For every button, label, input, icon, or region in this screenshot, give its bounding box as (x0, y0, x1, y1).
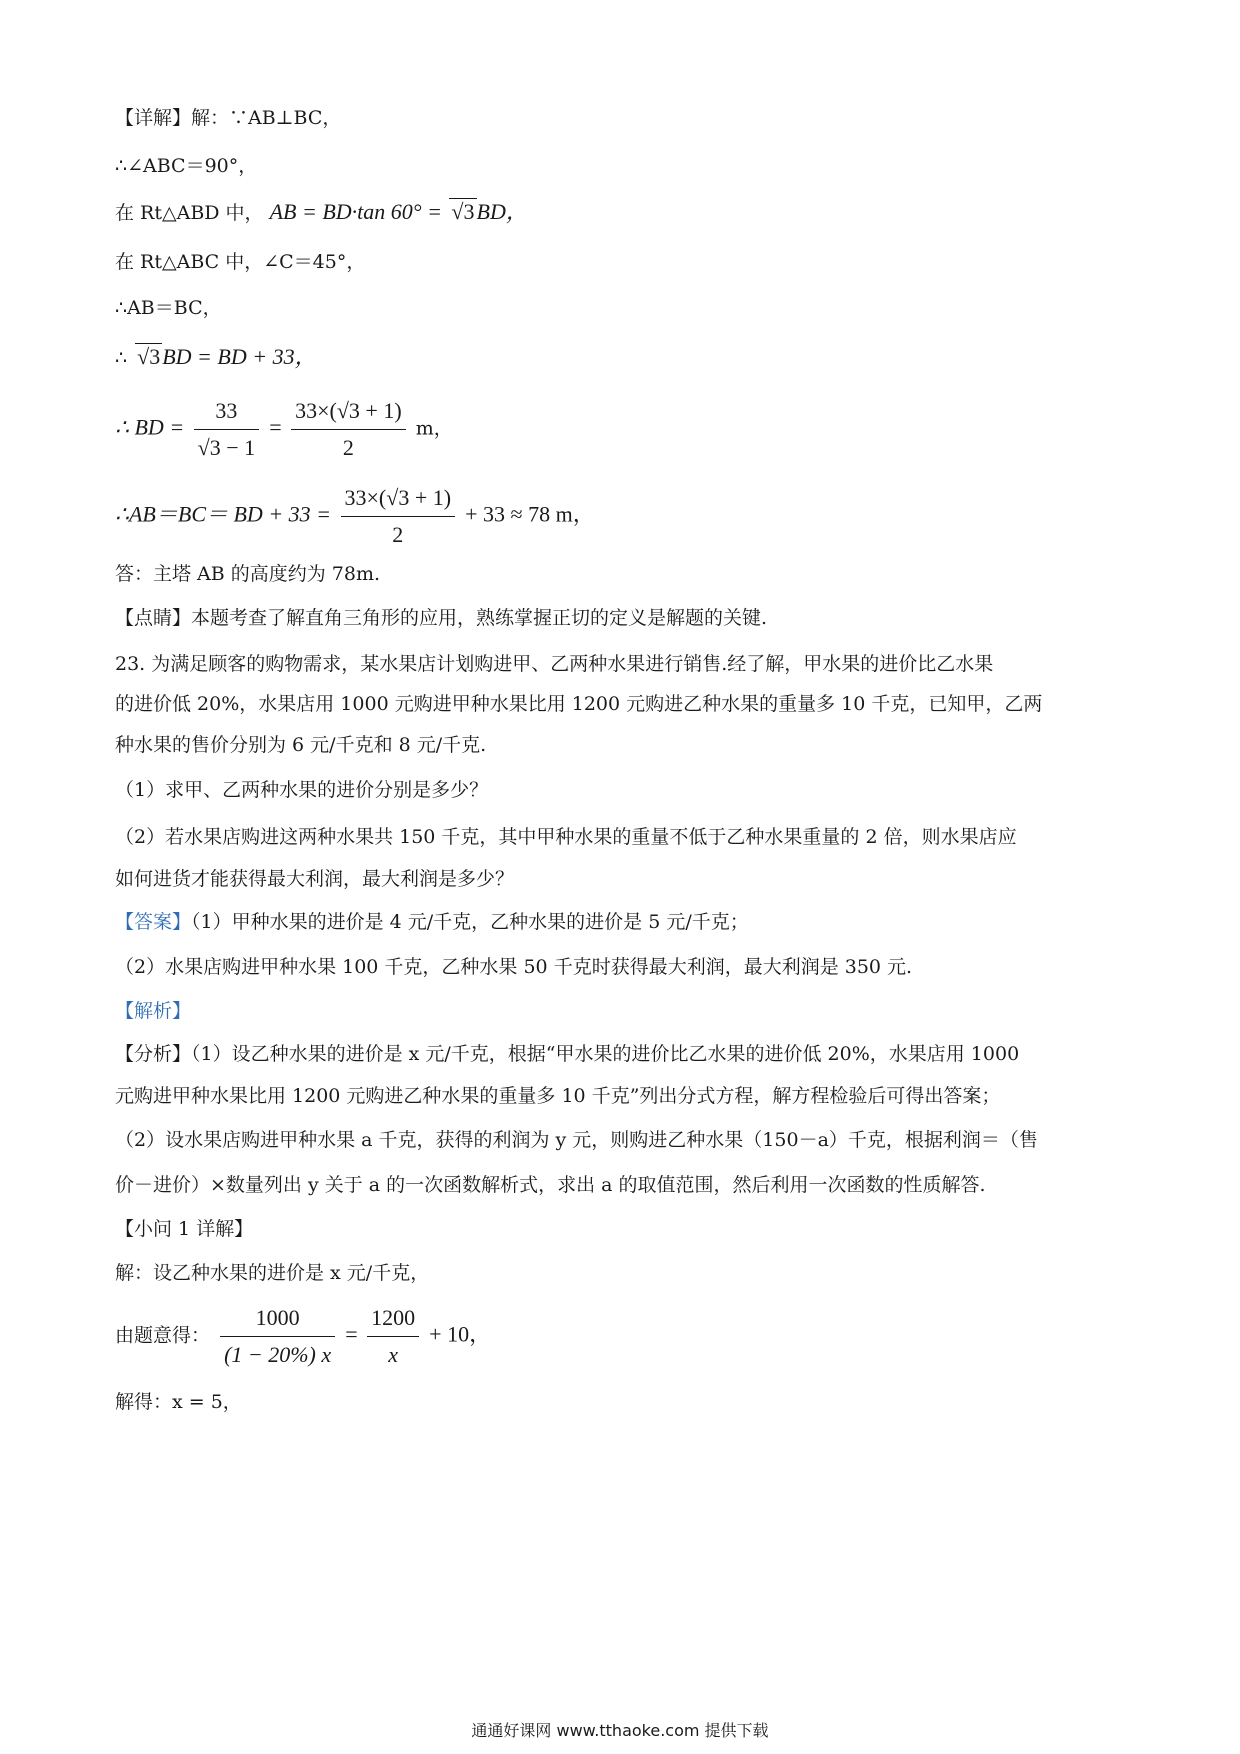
equals-sign: = (269, 414, 288, 440)
unit-m: m， (415, 417, 453, 440)
bd-solution-line (115, 395, 453, 464)
answer-line: 答：主塔 AB 的高度约为 78m. (115, 563, 381, 585)
question-1: （1）求甲、乙两种水果的进价分别是多少？ (115, 779, 489, 801)
footer-watermark: 通通好课网 www.tthaoke.com 提供下载 (471, 1721, 769, 1740)
problem-23-line-3: 种水果的售价分别为 6 元/千克和 8 元/千克. (115, 734, 487, 756)
equation-line (115, 1302, 491, 1371)
analysis-line-2: 元购进甲种水果比用 1200 元购进乙种水果的重量多 10 千克”列出分式方程，解方程检验后可得出答案； (115, 1085, 1001, 1107)
answer-1-text: （1）甲种水果的进价是 4 元/千克，乙种水果的进价是 5 元/千克； (191, 911, 749, 933)
sub-question-1-header: 【小问 1 详解】 (115, 1218, 254, 1240)
problem-23-line-1: 23. 为满足顾客的购物需求，某水果店计划购进甲、乙两种水果进行销售.经了解，甲水果的进价比乙水果 (115, 653, 994, 675)
answer-2-line: （2）水果店购进甲种水果 100 千克，乙种水果 50 千克时获得最大利润，最大利润是 350 元. (115, 956, 913, 978)
fraction-1200: $\frac{1200}{x}$ (367, 1302, 419, 1371)
answer-label: 【答案】 (115, 911, 192, 933)
fraction-1000: $\frac{1000}{(1 - 20\%) x}$ (220, 1302, 335, 1371)
question-2-line-2: 如何进货才能获得最大利润，最大利润是多少？ (115, 868, 515, 890)
fraction-rationalized: $\frac{33\times(√3 + 1)}{2}$ (341, 482, 456, 551)
tan-expression-end: BD， (476, 199, 528, 224)
plus-10: + 10， (429, 1321, 492, 1347)
analysis-line-3: （2）设水果店购进甲种水果 a 千克，获得的利润为 y 元，则购进乙种水果（150－a）千克，根据利润＝（售 (115, 1129, 1038, 1151)
ab-height-line (115, 482, 595, 551)
therefore-symbol: ∴ (115, 347, 134, 369)
analysis-label: 【解析】 (115, 1000, 192, 1022)
analysis-line-1: 【分析】（1）设乙种水果的进价是 x 元/千克，根据“甲水果的进价比乙水果的进价低 20%，水果店用 1000 (115, 1043, 1020, 1065)
problem-23-line-2: 的进价低 20%，水果店用 1000 元购进甲种水果比用 1200 元购进乙种水果的重量多 10 千克，已知甲，乙两 (115, 693, 1043, 715)
solution-setup-line: 解：设乙种水果的进价是 x 元/千克， (115, 1262, 430, 1284)
bd-equals: ∴ BD = (115, 414, 190, 440)
answer-1-line (115, 908, 749, 936)
sqrt-equation-line (115, 343, 317, 372)
comment-line: 【点睛】本题考查了解直角三角形的应用，熟练掌握正切的定义是解题的关键. (115, 607, 768, 629)
angle-line: ∴∠ABC＝90°， (115, 155, 258, 177)
right-triangle-abc-line: 在 Rt△ABC 中，∠C＝45°， (115, 251, 366, 273)
sqrt-3: √3 (137, 344, 161, 369)
tan-equation-line (115, 198, 528, 227)
fraction-33-over-sqrt3-minus-1: $\frac{33}{√3 - 1}$ (194, 395, 259, 464)
equation-rest: BD = BD + 33， (162, 344, 317, 369)
detail-header-line: 【详解】解：∵AB⊥BC， (115, 107, 342, 129)
fraction-rationalized: $\frac{33\times(√3 + 1)}{2}$ (291, 395, 406, 464)
question-2-line-1: （2）若水果店购进这两种水果共 150 千克，其中甲种水果的重量不低于乙种水果重量的 2 倍，则水果店应 (115, 826, 1017, 848)
analysis-line-4: 价－进价）×数量列出 y 关于 a 的一次函数解析式，求出 a 的取值范围，然后利用一次函数的性质解答. (115, 1174, 986, 1196)
ab-equals-bc-line: ∴AB＝BC， (115, 297, 222, 319)
tan-expression: AB = BD·tan 60° = (269, 199, 448, 224)
sqrt-3: √3 (451, 199, 475, 224)
equation-prefix: 由题意得： (115, 1324, 211, 1347)
text-prefix: 在 Rt△ABD 中， (115, 202, 264, 224)
approx-78: + 33 ≈ 78 m， (465, 501, 595, 527)
ab-bc-equals: ∴AB＝BC＝ BD + 33 = (115, 501, 337, 527)
equals-sign: = (345, 1321, 364, 1347)
solution-result-line: 解得：x = 5， (115, 1391, 242, 1413)
